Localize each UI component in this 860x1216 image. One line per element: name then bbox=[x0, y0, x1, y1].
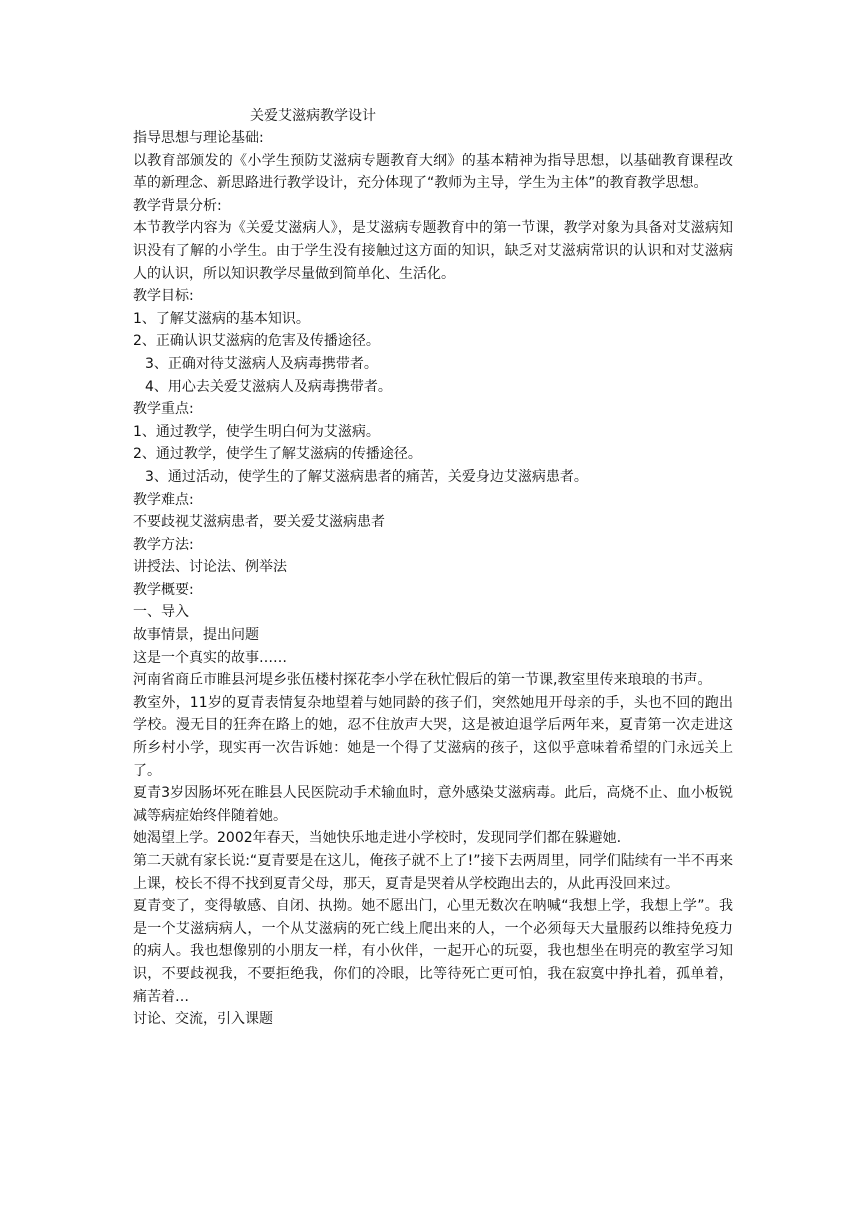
paragraph: 本节教学内容为《关爱艾滋病人》，是艾滋病专题教育中的第一节课，教学对象为具备对艾滋病知识没有了解的小学生。由于学生没有接触过这方面的知识，缺乏对艾滋病常识的认识和对艾滋病人的认识，所以知识教学尽量做到简单化、生活化。 bbox=[133, 220, 733, 282]
paragraph: 3、通过活动，使学生的了解艾滋病患者的痛苦，关爱身边艾滋病患者。 bbox=[145, 468, 588, 485]
paragraph: 这是一个真实的故事…… bbox=[133, 649, 287, 666]
paragraph: 河南省商丘市睢县河堤乡张伍楼村探花李小学在秋忙假后的第一节课,教室里传来琅琅的书声。 bbox=[133, 672, 712, 689]
document-body bbox=[133, 127, 733, 1031]
paragraph: 故事情景，提出问题 bbox=[133, 627, 259, 644]
paragraph: 第二天就有家长说:“夏青要是在这儿，俺孩子就不上了!”接下去两周里，同学们陆续有一半不再来上课，校长不得不找到夏青父母，那天，夏青是哭着从学校跑出去的，从此再没回来过。 bbox=[133, 853, 733, 892]
paragraph: 教学方法: bbox=[133, 536, 194, 553]
paragraph: 2、正确认识艾滋病的危害及传播途径。 bbox=[133, 333, 380, 350]
paragraph: 2、通过教学，使学生了解艾滋病的传播途径。 bbox=[133, 446, 422, 463]
paragraph: 教学难点: bbox=[133, 491, 194, 508]
document-title: 关爱艾滋病教学设计 bbox=[250, 108, 376, 124]
paragraph: 教学背景分析: bbox=[133, 197, 222, 214]
paragraph: 教室外，11岁的夏青表情复杂地望着与她同龄的孩子们，突然她甩开母亲的手，头也不回的跑出学校。漫无目的狂奔在路上的她，忍不住放声大哭，这是被迫退学后两年来，夏青第一次走进这所乡村小学，现实再一次告诉她：她是一个得了艾滋病的孩子，这似乎意味着希望的门永远关上了。 bbox=[133, 694, 733, 779]
paragraph: 她渴望上学。2002年春天，当她快乐地走进小学校时，发现同学们都在躲避她. bbox=[133, 830, 622, 847]
paragraph: 1、通过教学，使学生明白何为艾滋病。 bbox=[133, 423, 380, 440]
paragraph: 夏青变了，变得敏感、自闭、执拗。她不愿出门，心里无数次在呐喊“我想上学，我想上学”。我是一个艾滋病病人，一个从艾滋病的死亡线上爬出来的人，一个必须每天大量服药以维持免疫力的病人。我也想像别的小朋友一样，有小伙伴，一起开心的玩耍，我也想坐在明亮的教室学习知识，不要歧视我，不要拒绝我，你们的冷眼，比等待死亡更可怕，我在寂寞中挣扎着，孤单着，痛苦着… bbox=[133, 898, 733, 1005]
paragraph: 教学概要: bbox=[133, 581, 194, 598]
paragraph: 讲授法、讨论法、例举法 bbox=[133, 559, 287, 576]
paragraph: 教学目标: bbox=[133, 288, 194, 305]
paragraph: 3、正确对待艾滋病人及病毒携带者。 bbox=[145, 355, 378, 372]
paragraph: 一、导入 bbox=[133, 604, 189, 621]
paragraph: 以教育部颁发的《小学生预防艾滋病专题教育大纲》的基本精神为指导思想，以基础教育课程改革的新理念、新思路进行教学设计，充分体现了“教师为主导，学生为主体”的教育教学思想。 bbox=[133, 152, 733, 192]
paragraph: 教学重点: bbox=[133, 401, 194, 418]
paragraph: 夏青3岁因肠坏死在睢县人民医院动手术输血时，意外感染艾滋病毒。此后，高烧不止、血小板锐减等病症始终伴随着她。 bbox=[133, 785, 733, 824]
paragraph: 不要歧视艾滋病患者，要关爱艾滋病患者 bbox=[133, 514, 385, 531]
paragraph: 指导思想与理论基础: bbox=[133, 130, 264, 146]
paragraph: 4、用心去关爱艾滋病人及病毒携带者。 bbox=[145, 378, 392, 395]
paragraph: 讨论、交流，引入课题 bbox=[133, 1011, 273, 1028]
paragraph: 1、了解艾滋病的基本知识。 bbox=[133, 310, 310, 327]
